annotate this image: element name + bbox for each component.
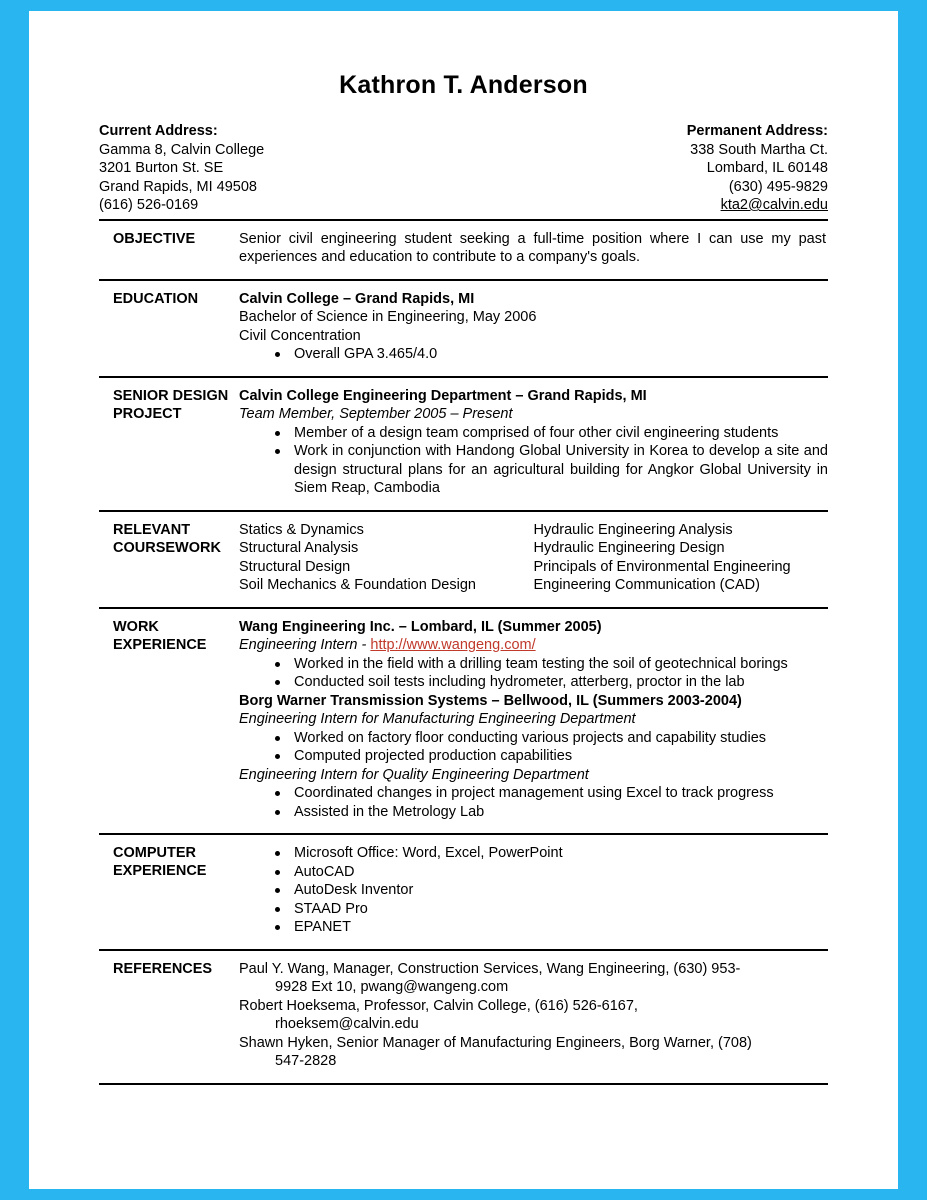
section-objective	[99, 219, 828, 279]
job-title-line	[239, 636, 828, 655]
resume-content	[99, 71, 828, 1085]
coursework-item: Structural Design	[239, 558, 351, 575]
reference-entry-line: rhoeksem@calvin.edu	[275, 1016, 419, 1032]
coursework-columns	[239, 521, 828, 595]
coursework-item: Soil Mechanics & Foundation Design	[239, 577, 476, 593]
section-label-line2: EXPERIENCE	[113, 863, 207, 879]
email-address[interactable]: kta2@calvin.edu	[720, 197, 828, 213]
job-bullets	[239, 655, 828, 692]
coursework-item: Hydraulic Engineering Analysis	[533, 521, 733, 538]
list-item: EPANET	[273, 918, 828, 937]
education-bullets	[239, 345, 828, 364]
section-computer-experience	[99, 833, 828, 949]
current-address	[99, 122, 264, 215]
list-item: Computed projected production capabilities	[273, 747, 828, 766]
current-address-line2: 3201 Burton St. SE	[99, 160, 224, 176]
senior-design-role: Team Member, September 2005 – Present	[239, 406, 513, 422]
company-website-link[interactable]: http://www.wangeng.com/	[370, 637, 536, 653]
section-label-line1: WORK	[113, 618, 159, 635]
section-education	[99, 279, 828, 376]
section-work-experience	[99, 607, 828, 834]
coursework-item: Statics & Dynamics	[239, 521, 364, 538]
computer-bullets	[239, 844, 828, 937]
resume-page	[29, 11, 898, 1189]
education-school: Calvin College – Grand Rapids, MI	[239, 290, 475, 307]
section-label-objective: OBJECTIVE	[113, 230, 196, 247]
job-bullets-secondary	[239, 784, 828, 821]
objective-text: Senior civil engineering student seeking a full-time position where I can use my past experiences and education to contribute to a company's goals.	[239, 230, 826, 265]
current-address-heading: Current Address:	[99, 123, 218, 139]
reference-entry-line: 547-2828	[275, 1053, 337, 1069]
reference-entry-line: Paul Y. Wang, Manager, Construction Services, Wang Engineering, (630) 953-	[239, 960, 741, 977]
reference-entry-line: 9928 Ext 10, pwang@wangeng.com	[275, 979, 509, 995]
section-label-line1: RELEVANT	[113, 521, 191, 538]
list-item: Overall GPA 3.465/4.0	[273, 345, 828, 364]
section-label-line2: PROJECT	[113, 405, 182, 422]
education-concentration: Civil Concentration	[239, 327, 361, 344]
current-address-line1: Gamma 8, Calvin College	[99, 141, 265, 158]
reference-entry-line: Robert Hoeksema, Professor, Calvin College, (616) 526-6167,	[239, 997, 638, 1014]
section-label-line1: COMPUTER	[113, 845, 196, 861]
coursework-item: Principals of Environmental Engineering	[533, 558, 791, 575]
section-label-computer-experience	[99, 844, 239, 937]
coursework-item: Structural Analysis	[239, 540, 359, 556]
list-item: Conducted soil tests including hydrometer, atterberg, proctor in the lab	[273, 673, 828, 692]
list-item: Worked on factory floor conducting various projects and capability studies	[273, 729, 828, 748]
section-label-line2: COURSEWORK	[113, 539, 221, 556]
permanent-address	[687, 122, 828, 215]
section-label-references: REFERENCES	[113, 960, 213, 977]
section-label-line2: EXPERIENCE	[113, 636, 207, 653]
job-title: Engineering Intern -	[239, 637, 371, 653]
education-degree: Bachelor of Science in Engineering, May 2006	[239, 309, 537, 325]
section-label-senior-design	[99, 387, 239, 498]
list-item: Microsoft Office: Word, Excel, PowerPoint	[273, 844, 828, 863]
section-senior-design	[99, 376, 828, 510]
senior-design-org: Calvin College Engineering Department – Grand Rapids, MI	[239, 387, 647, 404]
list-item: AutoDesk Inventor	[273, 881, 828, 900]
coursework-right-column	[534, 521, 829, 595]
permanent-address-line1: 338 South Martha Ct.	[690, 141, 828, 158]
job-subtitle: Engineering Intern for Quality Engineering Department	[239, 766, 589, 783]
current-address-phone: (616) 526-0169	[99, 197, 199, 213]
permanent-address-phone: (630) 495-9829	[728, 178, 828, 195]
section-references	[99, 949, 828, 1083]
permanent-address-line2: Lombard, IL 60148	[706, 160, 828, 176]
coursework-item: Hydraulic Engineering Design	[533, 540, 725, 556]
bottom-divider	[99, 1083, 828, 1085]
section-coursework	[99, 510, 828, 607]
job-title: Engineering Intern for Manufacturing Engineering Department	[239, 711, 636, 727]
reference-entry-line: Shawn Hyken, Senior Manager of Manufacturing Engineers, Borg Warner, (708)	[239, 1034, 752, 1051]
list-item: Assisted in the Metrology Lab	[273, 803, 828, 822]
permanent-address-heading: Permanent Address:	[686, 123, 828, 139]
list-item: Member of a design team comprised of four other civil engineering students	[273, 424, 828, 443]
list-item: Coordinated changes in project management using Excel to track progress	[273, 784, 828, 803]
job-employer: Wang Engineering Inc. – Lombard, IL (Summer 2005)	[239, 618, 602, 635]
section-label-coursework	[99, 521, 239, 595]
current-address-line3: Grand Rapids, MI 49508	[99, 178, 257, 195]
senior-design-bullets	[239, 424, 828, 498]
job-employer: Borg Warner Transmission Systems – Bellwood, IL (Summers 2003-2004)	[239, 692, 742, 709]
section-label-line1: SENIOR DESIGN	[113, 387, 229, 404]
list-item: Worked in the field with a drilling team testing the soil of geotechnical borings	[273, 655, 828, 674]
coursework-item: Engineering Communication (CAD)	[533, 577, 760, 593]
address-block	[99, 122, 828, 219]
list-item: Work in conjunction with Handong Global University in Korea to develop a site and design structural plans for an agricultural building for Angkor Global University in Siem Reap, Cambodia	[273, 442, 828, 498]
page-title: Kathron T. Anderson	[339, 71, 588, 99]
job-bullets	[239, 729, 828, 766]
section-label-education: EDUCATION	[113, 290, 199, 307]
coursework-left-column	[239, 521, 534, 595]
section-label-work-experience	[99, 618, 239, 822]
list-item: STAAD Pro	[273, 900, 828, 919]
list-item: AutoCAD	[273, 863, 828, 882]
